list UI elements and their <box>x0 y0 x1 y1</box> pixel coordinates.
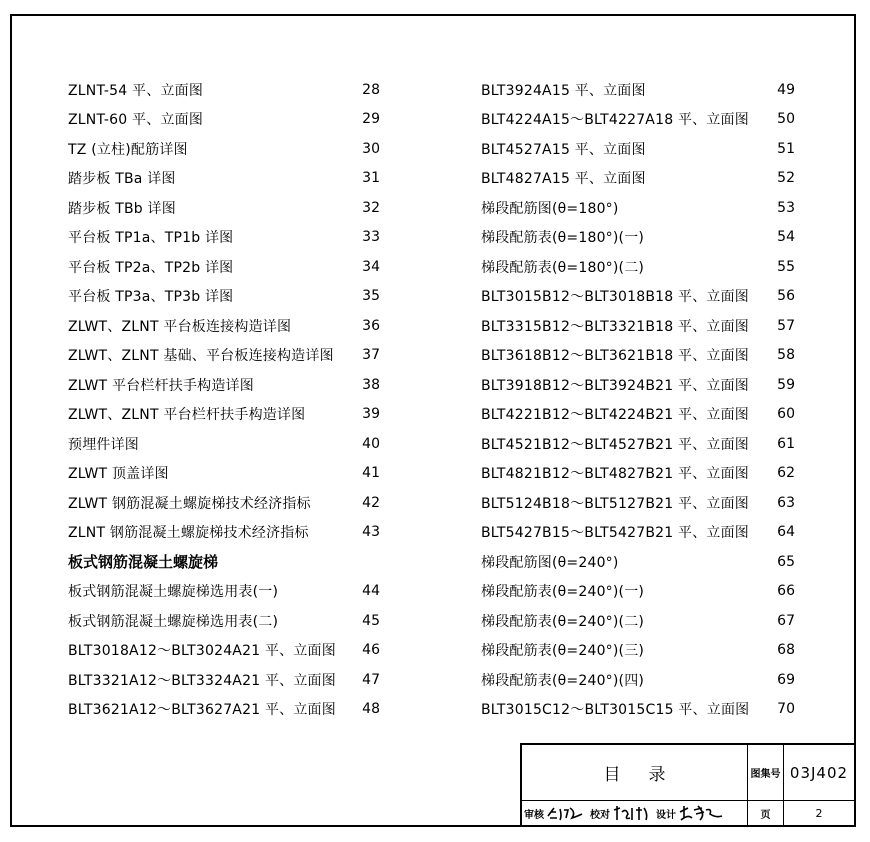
toc-entry-title: 梯段配筋表(θ=240°)(三) <box>481 643 645 660</box>
atlas-number-label: 图集号 <box>748 745 784 801</box>
toc-entry-title: BLT3315B12～BLT3321B18 平、立面图 <box>481 318 750 335</box>
toc-entry-title: 踏步板 TBa 详图 <box>68 171 176 188</box>
toc-entry <box>68 134 380 164</box>
toc-entry-title: ZLWT、ZLNT 平台板连接构造详图 <box>68 318 292 335</box>
toc-dot-leader <box>650 230 767 244</box>
toc-entry-page: 39 <box>362 406 380 423</box>
toc-dot-leader <box>650 260 767 274</box>
toc-dot-leader <box>652 142 767 156</box>
toc-entry <box>481 311 795 341</box>
toc-dot-leader <box>755 466 767 480</box>
toc-entry-page: 61 <box>777 435 795 452</box>
toc-entry-page: 66 <box>777 583 795 600</box>
toc-dot-leader <box>650 643 767 657</box>
toc-dot-leader <box>260 378 352 392</box>
toc-entry-page: 52 <box>777 170 795 187</box>
toc-entry-title: ZLWT、ZLNT 平台栏杆扶手构造详图 <box>68 407 306 424</box>
toc-entry-page: 44 <box>362 583 380 600</box>
toc-entry-title: BLT3015C12～BLT3015C15 平、立面图 <box>481 702 750 719</box>
toc-entry <box>481 665 795 695</box>
toc-entry-page: 56 <box>777 288 795 305</box>
toc-entry-title: BLT3924A15 平、立面图 <box>481 82 646 99</box>
toc-entry-title: 梯段配筋表(θ=180°)(一) <box>481 230 645 247</box>
toc-entry-title: BLT4521B12～BLT4527B21 平、立面图 <box>481 436 750 453</box>
toc-dot-leader <box>755 378 767 392</box>
toc-dot-leader <box>194 142 352 156</box>
toc-entry-page: 31 <box>362 170 380 187</box>
toc-dot-leader <box>284 614 352 628</box>
toc-entry-page: 30 <box>362 140 380 157</box>
toc-entry-page: 57 <box>777 317 795 334</box>
toc-entry-title: ZLWT 平台栏杆扶手构造详图 <box>68 377 254 394</box>
signature-row <box>522 801 748 825</box>
toc-entry-title: 平台板 TP2a、TP2b 详图 <box>68 259 234 276</box>
toc-entry-title: BLT3621A12～BLT3627A21 平、立面图 <box>68 702 336 719</box>
toc-entry-title: ZLNT-60 平、立面图 <box>68 112 204 129</box>
toc-entry-title: 板式钢筋混凝土螺旋梯选用表(一) <box>68 584 279 601</box>
toc-dot-leader <box>297 319 352 333</box>
toc-dot-leader <box>650 614 767 628</box>
toc-entry <box>68 577 380 607</box>
toc-entry-page: 41 <box>362 465 380 482</box>
toc-dot-leader <box>755 289 767 303</box>
toc-entry-title: BLT4224A15～BLT4227A18 平、立面图 <box>481 112 749 129</box>
toc-entry <box>68 311 380 341</box>
toc-entry-page: 38 <box>362 376 380 393</box>
toc-entry-page: 28 <box>362 81 380 98</box>
toc-entry-page: 55 <box>777 258 795 275</box>
toc-entry <box>481 547 795 577</box>
toc-entry-title: 梯段配筋表(θ=240°)(二) <box>481 613 645 630</box>
toc-entry-title: BLT5427B15～BLT5427B21 平、立面图 <box>481 525 750 542</box>
checker-signature <box>612 804 652 822</box>
toc-entry <box>68 223 380 253</box>
toc-entry-title: BLT4821B12～BLT4827B21 平、立面图 <box>481 466 750 483</box>
toc-entry-title: 梯段配筋表(θ=180°)(二) <box>481 259 645 276</box>
toc-entry <box>481 105 795 135</box>
toc-entry <box>481 75 795 105</box>
toc-dot-leader <box>182 201 352 215</box>
toc-entry-title: 平台板 TP3a、TP3b 详图 <box>68 289 234 306</box>
toc-entry-page: 53 <box>777 199 795 216</box>
toc-entry <box>68 400 380 430</box>
toc-dot-leader <box>342 702 352 716</box>
toc-entry-page: 40 <box>362 435 380 452</box>
toc-entry-page: 67 <box>777 612 795 629</box>
toc-entry-page: 45 <box>362 612 380 629</box>
toc-entry-page: 59 <box>777 376 795 393</box>
toc-entry <box>481 695 795 725</box>
toc-entry <box>68 75 380 105</box>
toc-entry <box>481 193 795 223</box>
toc-entry-title: BLT3321A12～BLT3324A21 平、立面图 <box>68 672 336 689</box>
toc-entry <box>68 370 380 400</box>
toc-section-heading: 板式钢筋混凝土螺旋梯 <box>68 553 219 572</box>
toc-entry-page: 62 <box>777 465 795 482</box>
toc-entry-page: 51 <box>777 140 795 157</box>
toc-dot-leader <box>342 673 352 687</box>
toc-entry-page: 35 <box>362 288 380 305</box>
toc-entry <box>481 606 795 636</box>
toc-dot-leader <box>175 466 352 480</box>
toc-entry-title: BLT4221B12～BLT4224B21 平、立面图 <box>481 407 750 424</box>
toc-entry <box>68 488 380 518</box>
toc-entry <box>481 341 795 371</box>
toc-entry-page: 54 <box>777 229 795 246</box>
atlas-number: 03J402 <box>784 745 854 801</box>
toc-entry <box>68 341 380 371</box>
toc-dot-leader <box>755 407 767 421</box>
toc-dot-leader <box>650 673 767 687</box>
toc-entry-page: 60 <box>777 406 795 423</box>
toc-dot-leader <box>315 525 352 539</box>
toc-entry <box>481 400 795 430</box>
reviewer-signature <box>546 804 586 822</box>
toc-entry <box>68 105 380 135</box>
toc-entry-page: 47 <box>362 671 380 688</box>
check-label: 校对 <box>590 809 610 821</box>
toc-entry-title: BLT3018A12～BLT3024A21 平、立面图 <box>68 643 336 660</box>
toc-entry <box>68 459 380 489</box>
toc-entry-page: 64 <box>777 524 795 541</box>
toc-entry-page: 33 <box>362 229 380 246</box>
toc-entry-page: 68 <box>777 642 795 659</box>
toc-entry-title: BLT3918B12～BLT3924B21 平、立面图 <box>481 377 750 394</box>
toc-dot-leader <box>209 83 352 97</box>
toc-entry-page: 37 <box>362 347 380 364</box>
toc-entry-page: 69 <box>777 671 795 688</box>
toc-dot-leader <box>145 437 352 451</box>
toc-entry-title: BLT4527A15 平、立面图 <box>481 141 646 158</box>
toc-entry <box>68 252 380 282</box>
page-number: 2 <box>815 806 823 820</box>
toc-entry <box>481 223 795 253</box>
toc-entry <box>68 193 380 223</box>
review-label: 审核 <box>524 809 544 821</box>
toc-entry <box>68 695 380 725</box>
toc-entry-title: ZLWT 钢筋混凝土螺旋梯技术经济指标 <box>68 495 311 512</box>
toc-entry-title: BLT3618B12～BLT3621B18 平、立面图 <box>481 348 750 365</box>
toc-dot-leader <box>755 319 767 333</box>
toc-entry <box>481 370 795 400</box>
toc-dot-leader <box>239 230 352 244</box>
design-label: 设计 <box>656 809 676 821</box>
toc-entry <box>481 282 795 312</box>
toc-dot-leader <box>755 112 767 126</box>
toc-right-column <box>481 75 795 724</box>
toc-entry <box>481 459 795 489</box>
toc-entry-title: ZLWT 顶盖详图 <box>68 466 169 483</box>
toc-entry-title: 梯段配筋表(θ=240°)(一) <box>481 584 645 601</box>
toc-entry <box>481 577 795 607</box>
toc-entry <box>68 282 380 312</box>
toc-dot-leader <box>284 584 352 598</box>
toc-entry <box>68 518 380 548</box>
toc-entry-page: 34 <box>362 258 380 275</box>
toc-entry <box>68 636 380 666</box>
toc-dot-leader <box>652 171 767 185</box>
toc-entry-page: 65 <box>777 553 795 570</box>
toc-dot-leader <box>342 643 352 657</box>
toc-dot-leader <box>239 289 352 303</box>
toc-entry-page: 48 <box>362 701 380 718</box>
toc-dot-leader <box>209 112 352 126</box>
toc-dot-leader <box>340 348 352 362</box>
toc-dot-leader <box>755 437 767 451</box>
toc-entry <box>481 164 795 194</box>
toc-entry <box>481 518 795 548</box>
toc-entry-title: 梯段配筋图(θ=180°) <box>481 200 619 217</box>
toc-entry-page: 70 <box>777 701 795 718</box>
sheet-title: 目录 <box>522 745 748 801</box>
toc-dot-leader <box>317 496 352 510</box>
page-label: 页 <box>748 801 784 825</box>
toc-entry-title: ZLWT、ZLNT 基础、平台板连接构造详图 <box>68 348 334 365</box>
toc-entry <box>481 488 795 518</box>
toc-dot-leader <box>755 525 767 539</box>
toc-entry <box>68 429 380 459</box>
toc-dot-leader <box>755 348 767 362</box>
toc-dot-leader <box>755 496 767 510</box>
toc-entry-page: 58 <box>777 347 795 364</box>
toc-entry-page: 63 <box>777 494 795 511</box>
toc-entry-title: 预埋件详图 <box>68 436 139 453</box>
toc-entry-title: BLT5124B18～BLT5127B21 平、立面图 <box>481 495 750 512</box>
toc-entry-page: 49 <box>777 81 795 98</box>
toc-dot-leader <box>625 201 767 215</box>
toc-entry-page: 42 <box>362 494 380 511</box>
toc-entry-title: BLT3015B12～BLT3018B18 平、立面图 <box>481 289 750 306</box>
title-block <box>520 743 854 825</box>
toc-entry <box>68 665 380 695</box>
toc-entry-title: 平台板 TP1a、TP1b 详图 <box>68 230 234 247</box>
toc-entry-title: 梯段配筋图(θ=240°) <box>481 554 619 571</box>
toc-entry-page: 43 <box>362 524 380 541</box>
toc-entry-title: ZLNT-54 平、立面图 <box>68 82 204 99</box>
toc-entry-title: TZ (立柱)配筋详图 <box>68 141 188 158</box>
toc-dot-leader <box>311 407 352 421</box>
toc-dot-leader <box>650 584 767 598</box>
toc-entry-page: 36 <box>362 317 380 334</box>
toc-entry-page: 29 <box>362 111 380 128</box>
toc-entry-page: 46 <box>362 642 380 659</box>
toc-entry-page: 50 <box>777 111 795 128</box>
toc-entry-title: ZLNT 钢筋混凝土螺旋梯技术经济指标 <box>68 525 309 542</box>
toc-dot-leader <box>755 702 767 716</box>
toc-dot-leader <box>625 555 767 569</box>
toc-dot-leader <box>652 83 767 97</box>
toc-dot-leader <box>239 260 352 274</box>
toc-left-column <box>68 75 380 724</box>
toc-entry-title: BLT4827A15 平、立面图 <box>481 171 646 188</box>
toc-entry <box>481 636 795 666</box>
toc-entry-title: 梯段配筋表(θ=240°)(四) <box>481 672 645 689</box>
toc-entry <box>481 134 795 164</box>
toc-entry-title: 踏步板 TBb 详图 <box>68 200 176 217</box>
toc-entry-title: 板式钢筋混凝土螺旋梯选用表(二) <box>68 613 279 630</box>
toc-entry <box>68 164 380 194</box>
designer-signature <box>678 804 724 822</box>
toc-entry <box>68 606 380 636</box>
toc-entry-page: 32 <box>362 199 380 216</box>
toc-entry <box>481 429 795 459</box>
toc-entry <box>481 252 795 282</box>
toc-dot-leader <box>182 171 352 185</box>
